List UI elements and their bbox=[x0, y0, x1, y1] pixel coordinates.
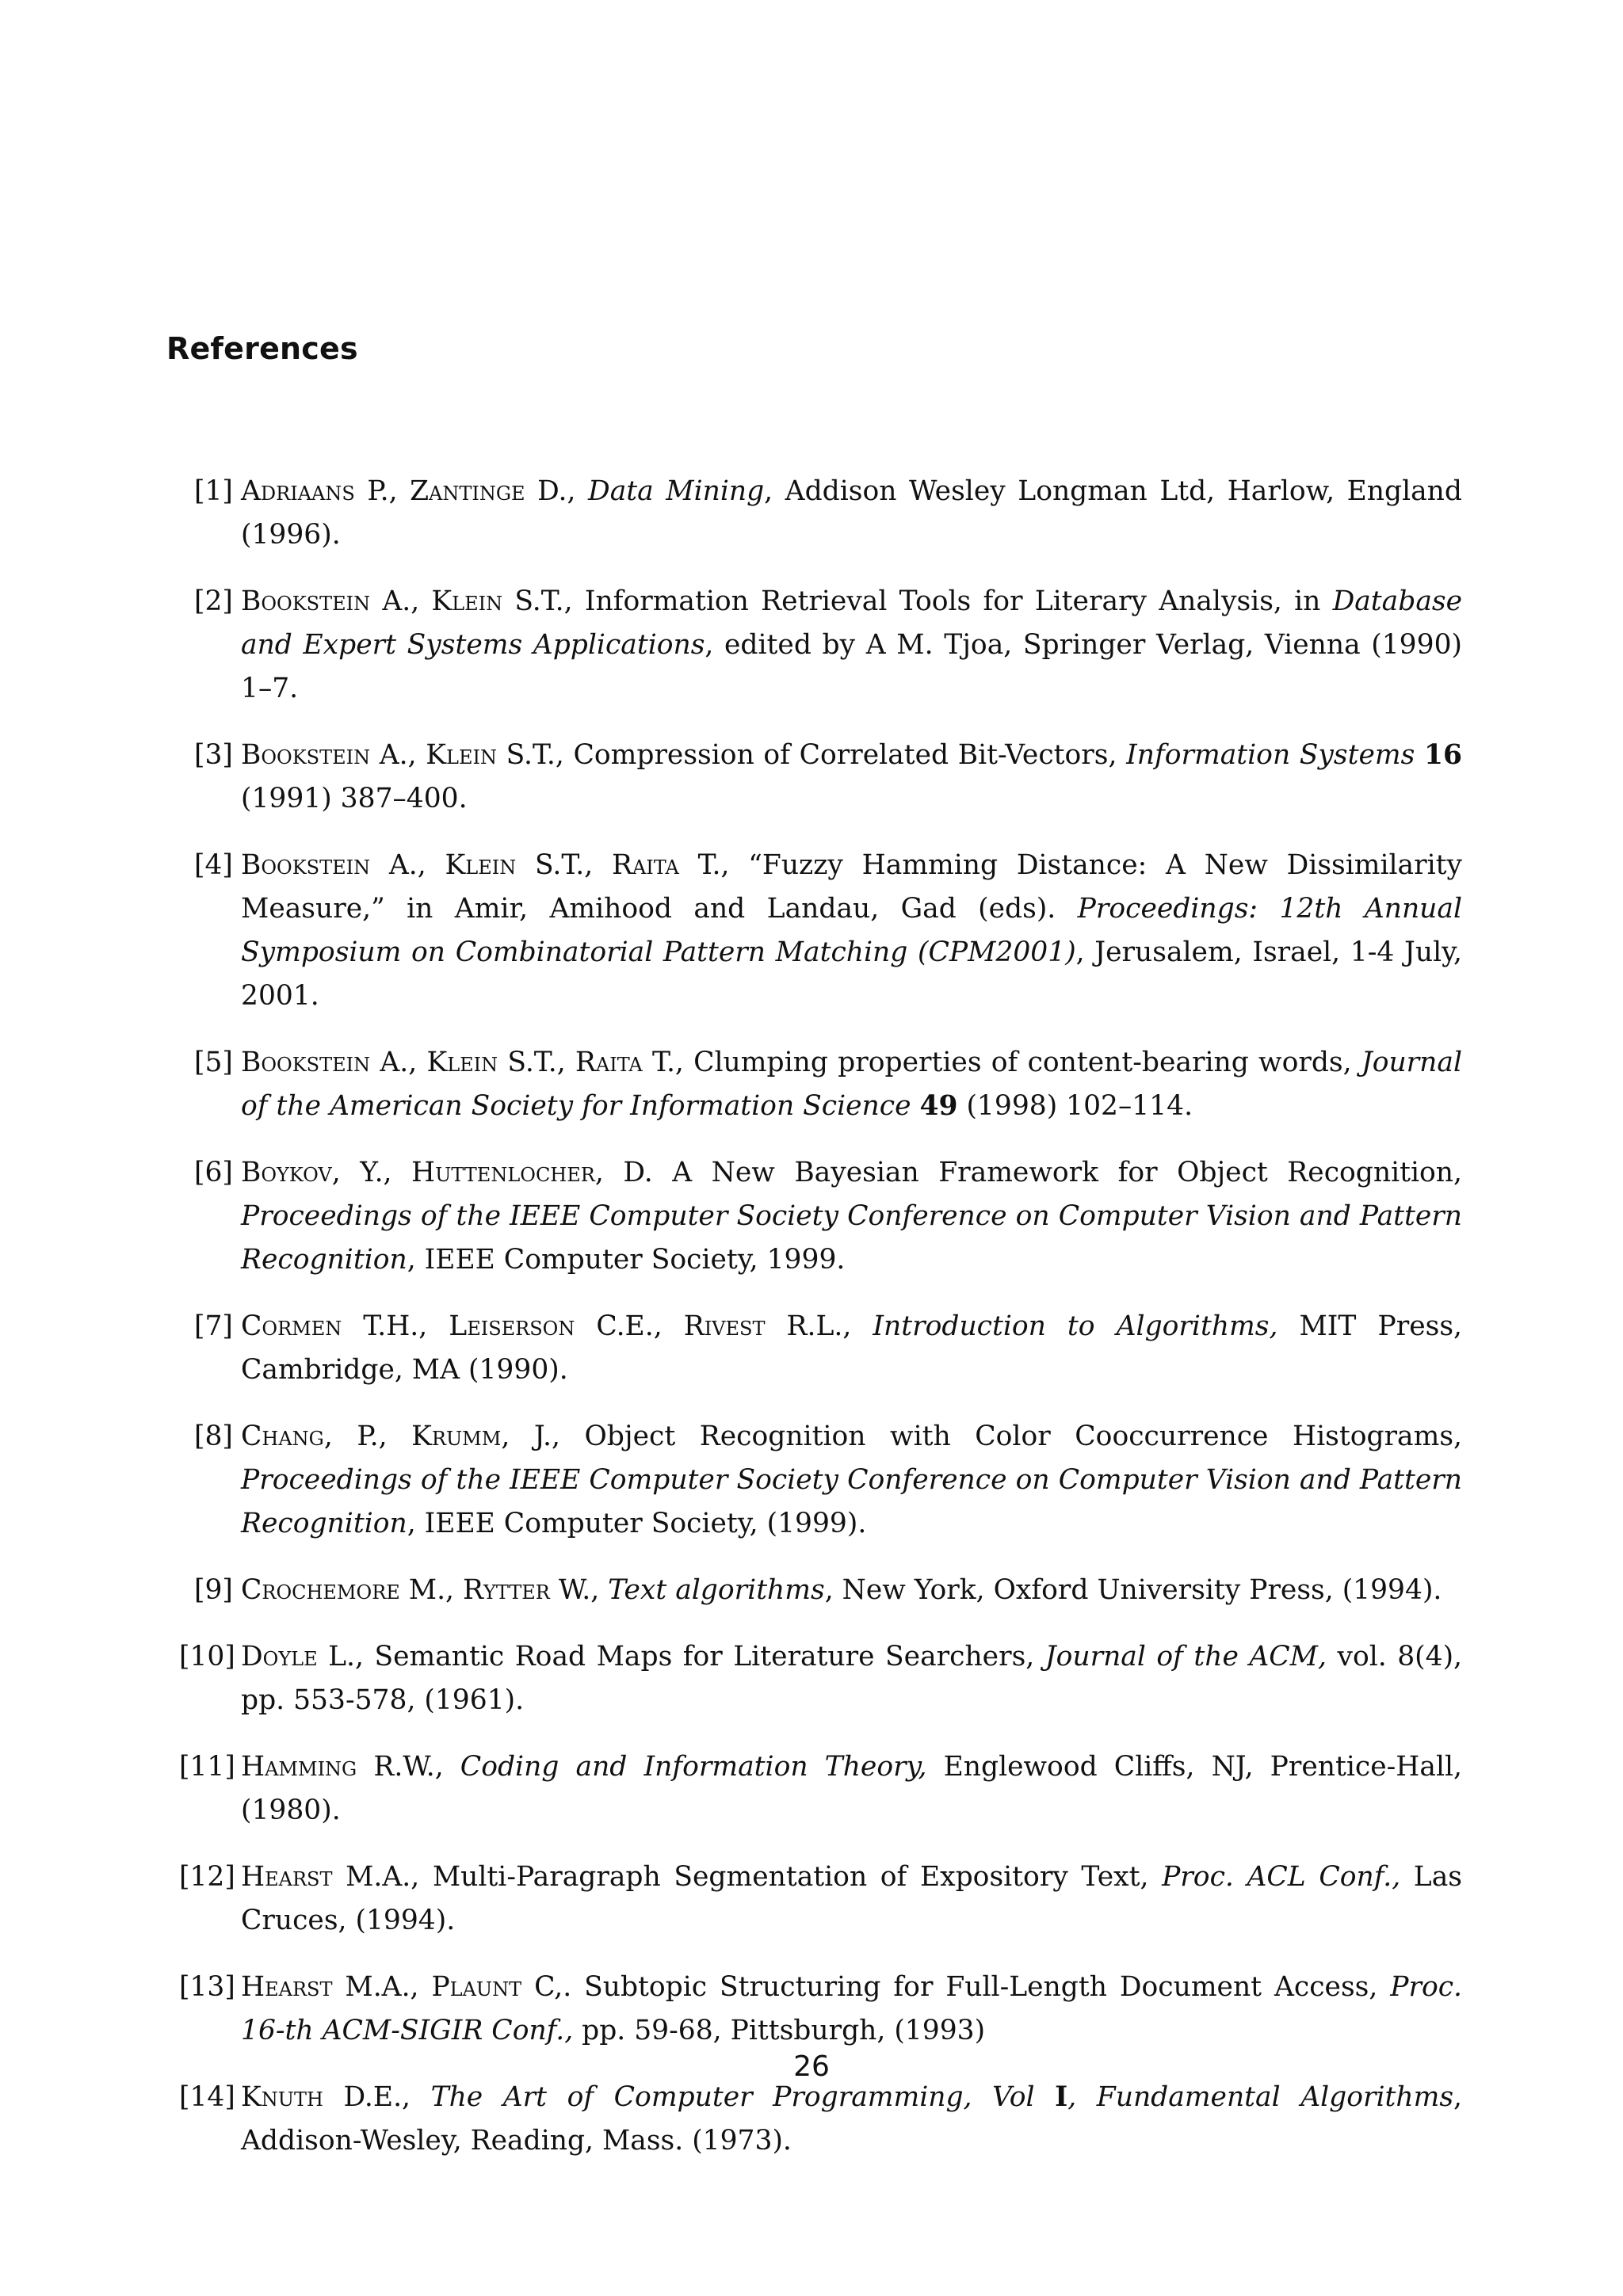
author-name: Klein bbox=[426, 1047, 498, 1078]
publication-title: The Art of Computer Programming, Vol bbox=[430, 2081, 1035, 2113]
reference-entry-10: [10] Doyle L., Semantic Road Maps for Literature Searchers, Journal of the ACM, vol. 8(4), pp. 553-578, (1961). bbox=[194, 1635, 1462, 1722]
author-name: Bookstein bbox=[241, 1047, 371, 1078]
reference-entry-2: [2] Bookstein A., Klein S.T., Information Retrieval Tools for Literary Analysis, in Database and Expert Systems Applications, edited by A M. Tjoa, Springer Verlag, Vienna (1990) 1–7. bbox=[194, 580, 1462, 711]
author-name: Crochemore bbox=[241, 1574, 400, 1606]
publication-title: Proceedings of the IEEE Computer Society Conference on Computer Vision and Pattern Recognition bbox=[241, 1200, 1462, 1276]
publication-title: Information Systems bbox=[1126, 739, 1415, 771]
reference-number: [11] bbox=[179, 1751, 235, 1783]
reference-number: [9] bbox=[194, 1574, 233, 1606]
reference-number: [13] bbox=[179, 1971, 235, 2003]
publication-title: Proceedings: 12th Annual Symposium on Combinatorial Pattern Matching (CPM2001) bbox=[241, 893, 1462, 968]
publication-title: Database and Expert Systems Applications bbox=[241, 585, 1463, 661]
page-number: 26 bbox=[793, 2050, 830, 2083]
author-name: Hearst bbox=[241, 1971, 333, 2003]
author-name: Leiserson bbox=[449, 1310, 575, 1342]
author-name: Knuth bbox=[241, 2081, 323, 2113]
reference-number: [5] bbox=[194, 1047, 233, 1078]
reference-number: [10] bbox=[179, 1641, 235, 1672]
publication-title: Data Mining bbox=[588, 475, 765, 507]
reference-number: [8] bbox=[194, 1421, 233, 1452]
author-name: Cormen bbox=[241, 1310, 342, 1342]
reference-entry-12: [12] Hearst M.A., Multi-Paragraph Segmentation of Expository Text, Proc. ACL Conf., Las Cruces, (1994). bbox=[194, 1855, 1462, 1943]
reference-number: [3] bbox=[194, 739, 233, 771]
reference-entry-7: [7] Cormen T.H., Leiserson C.E., Rivest R.L., Introduction to Algorithms, MIT Press, Cambridge, MA (1990). bbox=[194, 1305, 1462, 1392]
author-name: Plaunt bbox=[431, 1971, 522, 2003]
author-name: Klein bbox=[431, 585, 503, 617]
reference-number: [12] bbox=[179, 1861, 235, 1893]
author-name: Klein bbox=[426, 739, 497, 771]
author-name: Raita bbox=[575, 1047, 643, 1078]
author-name: Rytter bbox=[463, 1574, 550, 1606]
reference-entry-14: [14] Knuth D.E., The Art of Computer Programming, Vol I, Fundamental Algorithms, Addison-Wesley, Reading, Mass. (1973). bbox=[194, 2076, 1462, 2163]
reference-number: [2] bbox=[194, 585, 233, 617]
author-name: Bookstein bbox=[241, 849, 371, 881]
author-name: Raita bbox=[612, 849, 679, 881]
publication-title: Proceedings of the IEEE Computer Society Conference on Computer Vision and Pattern Recognition bbox=[241, 1464, 1462, 1539]
author-name: Rivest bbox=[683, 1310, 766, 1342]
author-name: Doyle bbox=[241, 1641, 318, 1672]
author-name: Hamming bbox=[241, 1751, 357, 1783]
reference-number: [14] bbox=[179, 2081, 235, 2113]
reference-entry-6: [6] Boykov, Y., Huttenlocher, D. A New Bayesian Framework for Object Recognition, Proceedings of the IEEE Computer Society Conference on Computer Vision and Pattern Recognition, IEEE Computer Society, 1999. bbox=[194, 1151, 1462, 1282]
reference-entry-1: [1] Adriaans P., Zantinge D., Data Mining, Addison Wesley Longman Ltd, Harlow, England (1996). bbox=[194, 470, 1462, 557]
reference-number: [4] bbox=[194, 849, 233, 881]
reference-number: [1] bbox=[194, 475, 233, 507]
reference-list bbox=[179, 470, 1463, 2186]
references-heading: References bbox=[166, 331, 358, 366]
publication-subtitle: , Fundamental Algorithms bbox=[1067, 2081, 1454, 2113]
reference-entry-8: [8] Chang, P., Krumm, J., Object Recognition with Color Cooccurrence Histograms, Proceedings of the IEEE Computer Society Conference on Computer Vision and Pattern Recognition, IEEE Computer Society, (1999). bbox=[194, 1415, 1462, 1546]
reference-entry-4: [4] Bookstein A., Klein S.T., Raita T., “Fuzzy Hamming Distance: A New Dissimilarity Measure,” in Amir, Amihood and Landau, Gad (eds). Proceedings: 12th Annual Symposium on Combinatorial Pattern Matching (CPM2001), Jerusalem, Israel, 1-4 July, 2001. bbox=[194, 844, 1462, 1018]
author-name: Zantinge bbox=[410, 475, 525, 507]
volume-number: 49 bbox=[919, 1090, 958, 1122]
author-name: Klein bbox=[445, 849, 517, 881]
publication-title: Text algorithms bbox=[608, 1574, 825, 1606]
publication-title: Journal of the American Society for Information Science bbox=[241, 1047, 1462, 1122]
publication-title: Coding and Information Theory, bbox=[460, 1751, 927, 1783]
reference-number: [7] bbox=[194, 1310, 233, 1342]
author-name: Adriaans bbox=[241, 475, 355, 507]
author-name: Bookstein bbox=[241, 739, 371, 771]
author-name: Krumm bbox=[411, 1421, 502, 1452]
reference-entry-13: [13] Hearst M.A., Plaunt C,. Subtopic Structuring for Full-Length Document Access, Proc. 16-th ACM-SIGIR Conf., pp. 59-68, Pittsburgh, (1993) bbox=[194, 1966, 1462, 2053]
publication-title: Proc. ACL Conf., bbox=[1162, 1861, 1401, 1893]
author-name: Chang bbox=[241, 1421, 324, 1452]
reference-entry-3: [3] Bookstein A., Klein S.T., Compression of Correlated Bit-Vectors, Information Systems 16 (1991) 387–400. bbox=[194, 734, 1462, 821]
reference-entry-9: [9] Crochemore M., Rytter W., Text algorithms, New York, Oxford University Press, (1994). bbox=[194, 1569, 1462, 1612]
volume-number: 16 bbox=[1423, 739, 1462, 771]
reference-number: [6] bbox=[194, 1157, 233, 1188]
publication-title: Proc. 16-th ACM-SIGIR Conf., bbox=[241, 1971, 1462, 2046]
volume-number: I bbox=[1055, 2081, 1068, 2113]
publication-title: Introduction to Algorithms, bbox=[873, 1310, 1278, 1342]
author-name: Hearst bbox=[241, 1861, 333, 1893]
reference-entry-11: [11] Hamming R.W., Coding and Information Theory, Englewood Cliffs, NJ, Prentice-Hall, (1980). bbox=[194, 1745, 1462, 1833]
author-name: Boykov bbox=[241, 1157, 332, 1188]
publication-title: Journal of the ACM, bbox=[1044, 1641, 1327, 1672]
author-name: Bookstein bbox=[241, 585, 371, 617]
author-name: Huttenlocher bbox=[411, 1157, 595, 1188]
reference-entry-5: [5] Bookstein A., Klein S.T., Raita T., Clumping properties of content-bearing words, Journal of the American Society for Information Science 49 (1998) 102–114. bbox=[194, 1041, 1462, 1128]
